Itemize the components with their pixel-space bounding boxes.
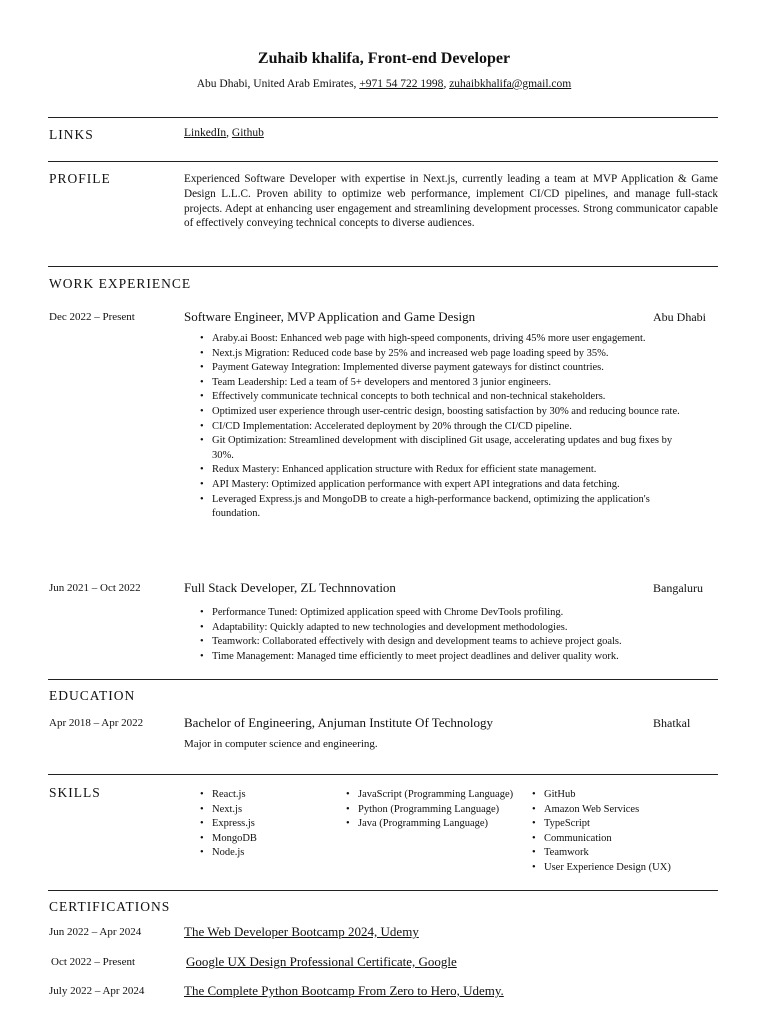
education-dates: Apr 2018 – Apr 2022 <box>49 717 144 729</box>
section-divider <box>48 117 718 118</box>
job-bullets <box>200 606 700 664</box>
skill-item: • Amazon Web Services <box>532 803 712 818</box>
phone-link[interactable]: +971 54 722 1998 <box>359 78 444 90</box>
list-item: • Team Leadership: Led a team of 5+ developers and mentored 3 junior engineers. <box>200 376 690 391</box>
skill-item: • Next.js <box>200 803 330 818</box>
job-location: Bangaluru <box>653 581 703 595</box>
list-item: • Adaptability: Quickly adapted to new technologies and development methodologies. <box>200 621 700 636</box>
skills-heading: SKILLS <box>49 785 101 800</box>
section-divider <box>48 679 718 680</box>
job-dates: Jun 2021 – Oct 2022 <box>49 582 141 594</box>
cert-link[interactable]: The Web Developer Bootcamp 2024, Udemy <box>184 924 419 939</box>
work-experience-heading: WORK EXPERIENCE <box>49 276 192 291</box>
email-link[interactable]: zuhaibkhalifa@gmail.com <box>449 78 572 90</box>
list-item: • Effectively communicate technical concepts to both technical and non-technical stakeholders. <box>200 390 690 405</box>
contact-separator: , <box>443 78 447 90</box>
resume-name: Zuhaib khalifa, Front-end Developer <box>257 50 511 67</box>
github-link[interactable]: Github <box>231 127 264 139</box>
education-location: Bhatkal <box>653 716 691 730</box>
education-heading: EDUCATION <box>49 688 136 703</box>
job-bullets <box>200 332 690 522</box>
skill-item: • Teamwork <box>532 846 712 861</box>
linkedin-link[interactable]: LinkedIn <box>184 127 227 139</box>
section-divider <box>48 890 718 891</box>
profile-heading: PROFILE <box>49 171 111 186</box>
list-item: • Leveraged Express.js and MongoDB to create a high-performance backend, optimizing the application's foundation. <box>200 493 690 522</box>
job-location: Abu Dhabi <box>653 310 706 324</box>
list-item: • Performance Tuned: Optimized application speed with Chrome DevTools profiling. <box>200 606 700 621</box>
list-item: • Araby.ai Boost: Enhanced web page with high-speed components, driving 45% more user engagement. <box>200 332 690 347</box>
skill-item: • React.js <box>200 788 330 803</box>
cert-dates: Oct 2022 – Present <box>51 956 136 968</box>
skill-item: • Python (Programming Language) <box>346 803 516 818</box>
list-item: • CI/CD Implementation: Accelerated deployment by 20% through the CI/CD pipeline. <box>200 420 690 435</box>
links-heading: LINKS <box>49 127 94 142</box>
cert-dates: Jun 2022 – Apr 2024 <box>49 926 142 938</box>
skill-item: • Java (Programming Language) <box>346 817 516 832</box>
skill-item: • Communication <box>532 832 712 847</box>
links-separator: , <box>226 127 230 139</box>
list-item: • Teamwork: Collaborated effectively with design and development teams to achieve project goals. <box>200 635 700 650</box>
list-item: • API Mastery: Optimized application performance with expert API integrations and data fetching. <box>200 478 690 493</box>
skill-item: • JavaScript (Programming Language) <box>346 788 516 803</box>
job-dates: Dec 2022 – Present <box>49 311 135 323</box>
links-list <box>184 127 264 139</box>
profile-summary: Experienced Software Developer with expertise in Next.js, currently leading a team at MVP Application & Game Design L.L.C. Proven ability to optimize web performance, implement CI/CD pipelines, and manage full-stack projects. Adept at enhancing user engagement and streamlining development processes. Strong communicator capable of effectively conveying technical concepts to diverse audiences. <box>184 173 718 230</box>
section-divider <box>48 774 718 775</box>
certifications-heading: CERTIFICATIONS <box>49 899 171 914</box>
contact-line <box>0 78 768 90</box>
skills-column-2 <box>346 788 516 832</box>
skill-item: • TypeScript <box>532 817 712 832</box>
job-title: Software Engineer, MVP Application and Game Design <box>184 309 476 324</box>
list-item: • Optimized user experience through user-centric design, boosting satisfaction by 30% and reducing bounce rate. <box>200 405 690 420</box>
skill-item: • Node.js <box>200 846 330 861</box>
cert-dates: July 2022 – Apr 2024 <box>49 985 145 997</box>
section-divider <box>48 266 718 267</box>
education-detail: Major in computer science and engineering. <box>184 738 378 750</box>
job-title: Full Stack Developer, ZL Technnovation <box>184 580 396 595</box>
skills-column-3 <box>532 788 712 876</box>
list-item: • Payment Gateway Integration: Implemented diverse payment gateways for distinct countries. <box>200 361 690 376</box>
cert-link[interactable]: Google UX Design Professional Certificate, Google <box>186 954 457 969</box>
list-item: • Next.js Migration: Reduced code base by 25% and increased web page loading speed by 35%. <box>200 347 690 362</box>
skill-item: • User Experience Design (UX) <box>532 861 712 876</box>
skill-item: • GitHub <box>532 788 712 803</box>
list-item: • Time Management: Managed time efficiently to meet project deadlines and deliver quality work. <box>200 650 700 665</box>
degree-title: Bachelor of Engineering, Anjuman Institute Of Technology <box>184 715 493 730</box>
skill-item: • MongoDB <box>200 832 330 847</box>
list-item: • Git Optimization: Streamlined development with disciplined Git usage, accelerating updates and bug fixes by 30%. <box>200 434 690 463</box>
skills-column-1 <box>200 788 330 861</box>
list-item: • Redux Mastery: Enhanced application structure with Redux for efficient state management. <box>200 463 690 478</box>
cert-link[interactable]: The Complete Python Bootcamp From Zero to Hero, Udemy. <box>184 983 504 998</box>
section-divider <box>48 161 718 162</box>
skill-item: • Express.js <box>200 817 330 832</box>
location-text: Abu Dhabi, United Arab Emirates, <box>196 78 357 90</box>
